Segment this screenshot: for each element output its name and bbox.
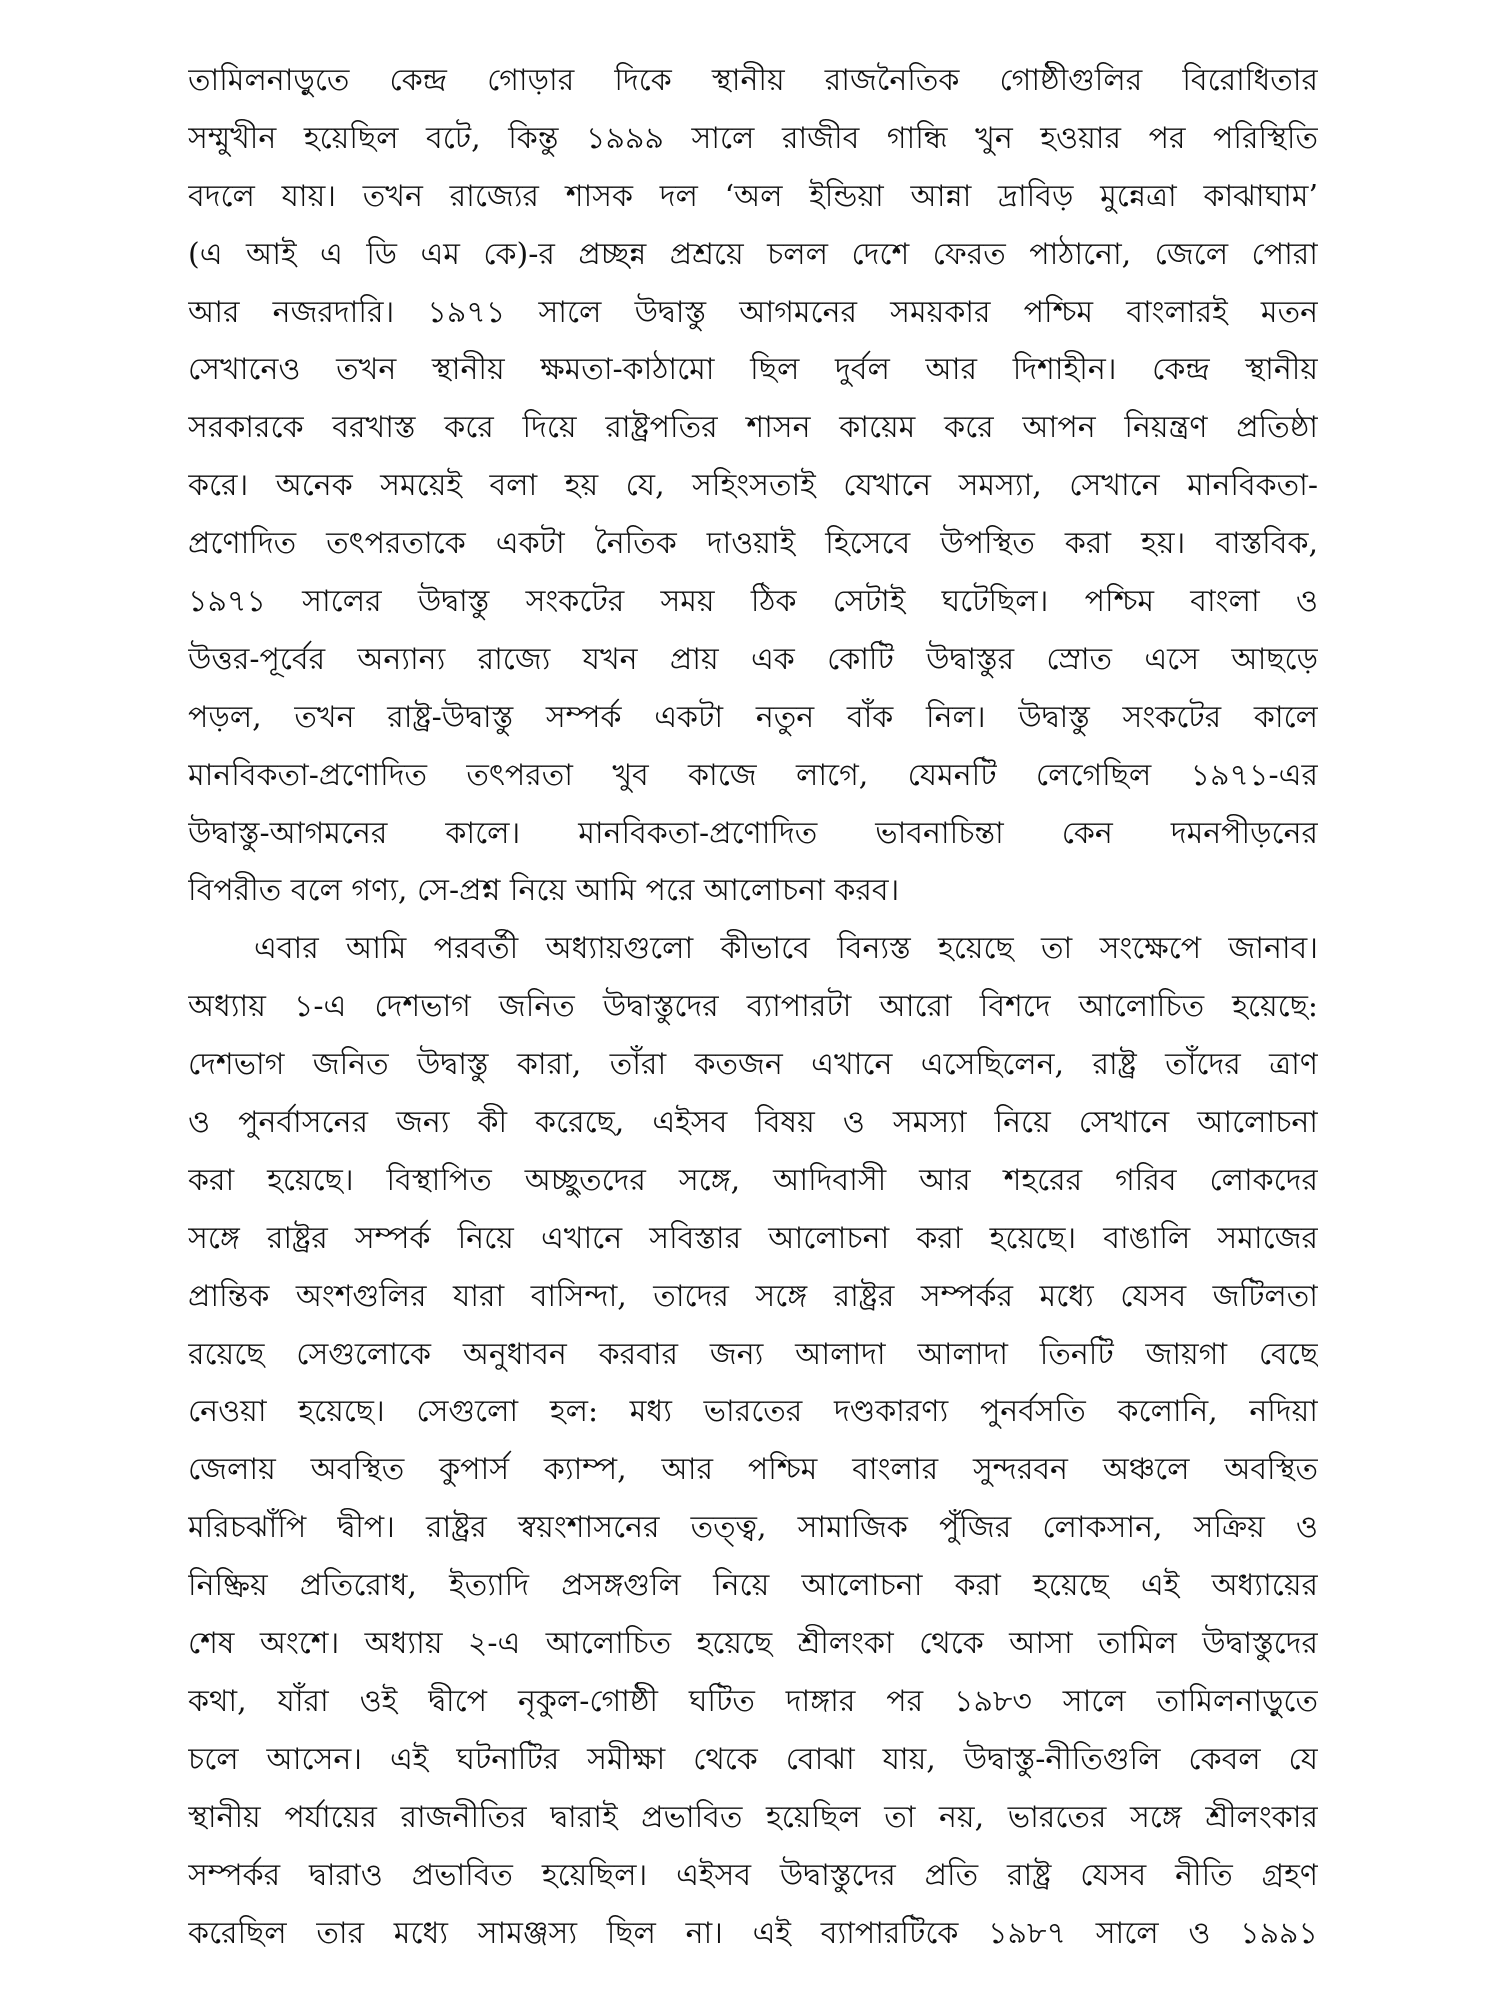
- text-line: সঙ্গে রাষ্ট্রর সম্পর্ক নিয়ে এখানে সবিস্তার আলোচনা করা হয়েছে। বাঙালি সমাজের: [188, 1220, 1318, 1256]
- text-line: করে। অনেক সময়েই বলা হয় যে, সহিংসতাই যেখানে সমস্যা, সেখানে মানবিকতা-: [188, 468, 1318, 504]
- text-line: আর নজরদারি। ১৯৭১ সালে উদ্বাস্তু আগমনের সময়কার পশ্চিম বাংলারই মতন: [188, 294, 1318, 330]
- text-line: ১৯৭১ সালের উদ্বাস্তু সংকটের সময় ঠিক সেটাই ঘটেছিল। পশ্চিম বাংলা ও: [188, 584, 1318, 620]
- text-line: মানবিকতা-প্রণোদিত তৎপরতা খুব কাজে লাগে, যেমনটি লেগেছিল ১৯৭১-এর: [188, 757, 1318, 793]
- text-line: বিপরীত বলে গণ্য, সে-প্রশ্ন নিয়ে আমি পরে আলোচনা করব।: [188, 873, 900, 909]
- text-line: নিষ্ক্রিয় প্রতিরোধ, ইত্যাদি প্রসঙ্গগুলি নিয়ে আলোচনা করা হয়েছে এই অধ্যায়ের: [188, 1568, 1318, 1604]
- text-line: রয়েছে সেগুলোকে অনুধাবন করবার জন্য আলাদা আলাদা তিনটি জায়গা বেছে: [188, 1336, 1318, 1372]
- text-line: করেছিল তার মধ্যে সামঞ্জস্য ছিল না। এই ব্যাপারটিকে ১৯৮৭ সালে ও ১৯৯১: [188, 1915, 1318, 1951]
- text-line: উত্তর-পূর্বের অন্যান্য রাজ্যে যখন প্রায় এক কোটি উদ্বাস্তুর স্রোত এসে আছড়ে: [188, 641, 1318, 677]
- text-line: উদ্বাস্তু-আগমনের কালে। মানবিকতা-প্রণোদিত ভাবনাচিন্তা কেন দমনপীড়নের: [188, 815, 1318, 851]
- text-line: চলে আসেন। এই ঘটনাটির সমীক্ষা থেকে বোঝা যায়, উদ্বাস্তু-নীতিগুলি কেবল যে: [188, 1741, 1318, 1777]
- text-line: শেষ অংশে। অধ্যায় ২-এ আলোচিত হয়েছে শ্রীলংকা থেকে আসা তামিল উদ্বাস্তুদের: [188, 1626, 1318, 1662]
- text-line: স্থানীয় পর্যায়ের রাজনীতির দ্বারাই প্রভাবিত হয়েছিল তা নয়, ভারতের সঙ্গে শ্রীলংকার: [188, 1799, 1318, 1835]
- text-line: দেশভাগ জনিত উদ্বাস্তু কারা, তাঁরা কতজন এখানে এসেছিলেন, রাষ্ট্র তাঁদের ত্রাণ: [188, 1047, 1318, 1083]
- text-line: ও পুনর্বাসনের জন্য কী করেছে, এইসব বিষয় ও সমস্যা নিয়ে সেখানে আলোচনা: [188, 1105, 1318, 1141]
- text-line: প্রান্তিক অংশগুলির যারা বাসিন্দা, তাদের সঙ্গে রাষ্ট্রর সম্পর্কর মধ্যে যেসব জটিলতা: [188, 1278, 1318, 1314]
- text-line: সেখানেও তখন স্থানীয় ক্ষমতা-কাঠামো ছিল দুর্বল আর দিশাহীন। কেন্দ্র স্থানীয়: [188, 352, 1318, 388]
- text-line: বদলে যায়। তখন রাজ্যের শাসক দল ‘অল ইন্ডিয়া আন্না দ্রাবিড় মুন্নেত্রা কাঝাঘাম’: [188, 178, 1318, 214]
- body-text: [188, 52, 1318, 1962]
- text-line: পড়ল, তখন রাষ্ট্র-উদ্বাস্তু সম্পর্ক একটা নতুন বাঁক নিল। উদ্বাস্তু সংকটের কালে: [188, 699, 1318, 735]
- text-line: নেওয়া হয়েছে। সেগুলো হল: মধ্য ভারতের দণ্ডকারণ্য পুনর্বসতি কলোনি, নদিয়া: [188, 1394, 1318, 1430]
- text-line: করা হয়েছে। বিস্থাপিত অচ্ছুতদের সঙ্গে, আদিবাসী আর শহরের গরিব লোকদের: [188, 1162, 1318, 1198]
- text-line: কথা, যাঁরা ওই দ্বীপে নৃকুল-গোষ্ঠী ঘটিত দাঙ্গার পর ১৯৮৩ সালে তামিলনাড়ুতে: [188, 1683, 1318, 1719]
- text-line: সম্পর্কর দ্বারাও প্রভাবিত হয়েছিল। এইসব উদ্বাস্তুদের প্রতি রাষ্ট্র যেসব নীতি গ্রহণ: [188, 1857, 1318, 1893]
- text-line: সম্মুখীন হয়েছিল বটে, কিন্তু ১৯৯৯ সালে রাজীব গান্ধি খুন হওয়ার পর পরিস্থিতি: [188, 120, 1318, 156]
- text-line: সরকারকে বরখাস্ত করে দিয়ে রাষ্ট্রপতির শাসন কায়েম করে আপন নিয়ন্ত্রণ প্রতিষ্ঠা: [188, 410, 1318, 446]
- text-line: (এ আই এ ডি এম কে)-র প্রচ্ছন্ন প্রশ্রয়ে চলল দেশে ফেরত পাঠানো, জেলে পোরা: [188, 236, 1318, 272]
- text-line: মরিচঝাঁপি দ্বীপ। রাষ্ট্রর স্বয়ংশাসনের তত্ত্ব, সামাজিক পুঁজির লোকসান, সক্রিয় ও: [188, 1510, 1318, 1546]
- text-line: তামিলনাড়ুতে কেন্দ্র গোড়ার দিকে স্থানীয় রাজনৈতিক গোষ্ঠীগুলির বিরোধিতার: [188, 63, 1318, 98]
- text-line: এবার আমি পরবর্তী অধ্যায়গুলো কীভাবে বিন্যস্ত হয়েছে তা সংক্ষেপে জানাব।: [254, 931, 1318, 967]
- paragraph-1: [188, 52, 1318, 920]
- text-line: জেলায় অবস্থিত কুপার্স ক্যাম্প, আর পশ্চিম বাংলার সুন্দরবন অঞ্চলে অবস্থিত: [188, 1452, 1318, 1488]
- text-line: প্রণোদিত তৎপরতাকে একটা নৈতিক দাওয়াই হিসেবে উপস্থিত করা হয়। বাস্তবিক,: [188, 526, 1318, 562]
- text-line: অধ্যায় ১-এ দেশভাগ জনিত উদ্বাস্তুদের ব্যাপারটা আরো বিশদে আলোচিত হয়েছে:: [188, 989, 1318, 1025]
- paragraph-2: [188, 920, 1318, 1962]
